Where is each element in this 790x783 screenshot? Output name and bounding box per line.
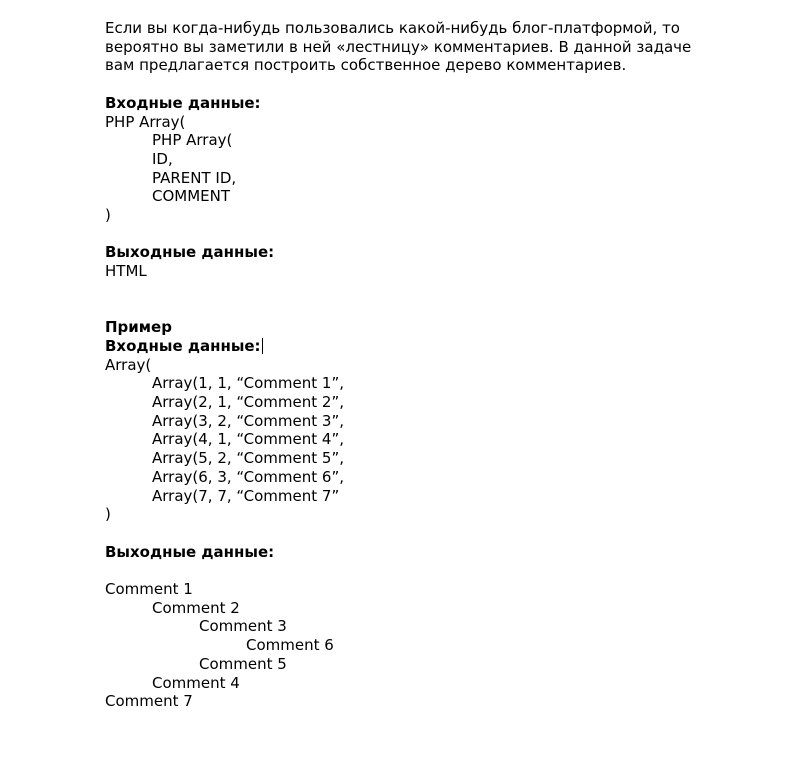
comment-tree-item: Comment 6 bbox=[246, 636, 334, 655]
input-line: ) bbox=[105, 206, 111, 225]
input-line: PHP Array( bbox=[152, 131, 233, 150]
document-page bbox=[105, 19, 745, 711]
intro-line: Если вы когда-нибудь пользовались какой-нибудь блог-платформой, то bbox=[105, 19, 680, 37]
intro-line: вам предлагается построить собственное дерево комментариев. bbox=[105, 56, 627, 75]
example-heading: Пример bbox=[105, 318, 172, 337]
comment-tree-item: Comment 7 bbox=[105, 692, 193, 711]
blank-line bbox=[105, 225, 745, 244]
blank-line bbox=[105, 561, 745, 580]
blank-line bbox=[105, 300, 745, 319]
blank-line bbox=[105, 75, 745, 94]
input-line: PHP Array( bbox=[105, 112, 186, 131]
example-input-line: Array(4, 1, “Comment 4”, bbox=[152, 430, 344, 449]
blank-line bbox=[105, 524, 745, 543]
comment-tree-item: Comment 2 bbox=[152, 598, 240, 617]
output-heading: Выходные данные: bbox=[105, 243, 275, 262]
input-heading: Входные данные: bbox=[105, 93, 261, 112]
example-input-heading-row bbox=[105, 337, 745, 356]
example-input-line: Array(6, 3, “Comment 6”, bbox=[152, 467, 344, 486]
comment-tree-item: Comment 1 bbox=[105, 580, 193, 598]
example-input-line: Array(5, 2, “Comment 5”, bbox=[152, 449, 344, 468]
output-value: HTML bbox=[105, 262, 147, 281]
blank-line bbox=[105, 281, 745, 300]
comment-tree-item: Comment 3 bbox=[199, 617, 287, 636]
comment-tree-item: Comment 5 bbox=[199, 654, 287, 673]
example-input-line: ) bbox=[105, 505, 111, 524]
example-input-line: Array(1, 1, “Comment 1”, bbox=[152, 374, 344, 393]
example-input-line: Array( bbox=[105, 355, 152, 374]
intro-line: вероятно вы заметили в ней «лестницу» комментариев. В данной задаче bbox=[105, 37, 692, 56]
comment-tree-item: Comment 4 bbox=[152, 673, 240, 692]
example-output-heading: Выходные данные: bbox=[105, 542, 275, 561]
example-input-line: Array(2, 1, “Comment 2”, bbox=[152, 393, 344, 411]
input-line: COMMENT bbox=[152, 187, 231, 206]
input-line: PARENT ID, bbox=[152, 168, 237, 187]
example-input-heading: Входные данные: bbox=[105, 336, 261, 355]
input-line: ID, bbox=[152, 149, 173, 168]
text-cursor bbox=[262, 338, 263, 354]
example-input-line: Array(7, 7, “Comment 7” bbox=[152, 486, 340, 505]
example-input-line: Array(3, 2, “Comment 3”, bbox=[152, 411, 344, 430]
